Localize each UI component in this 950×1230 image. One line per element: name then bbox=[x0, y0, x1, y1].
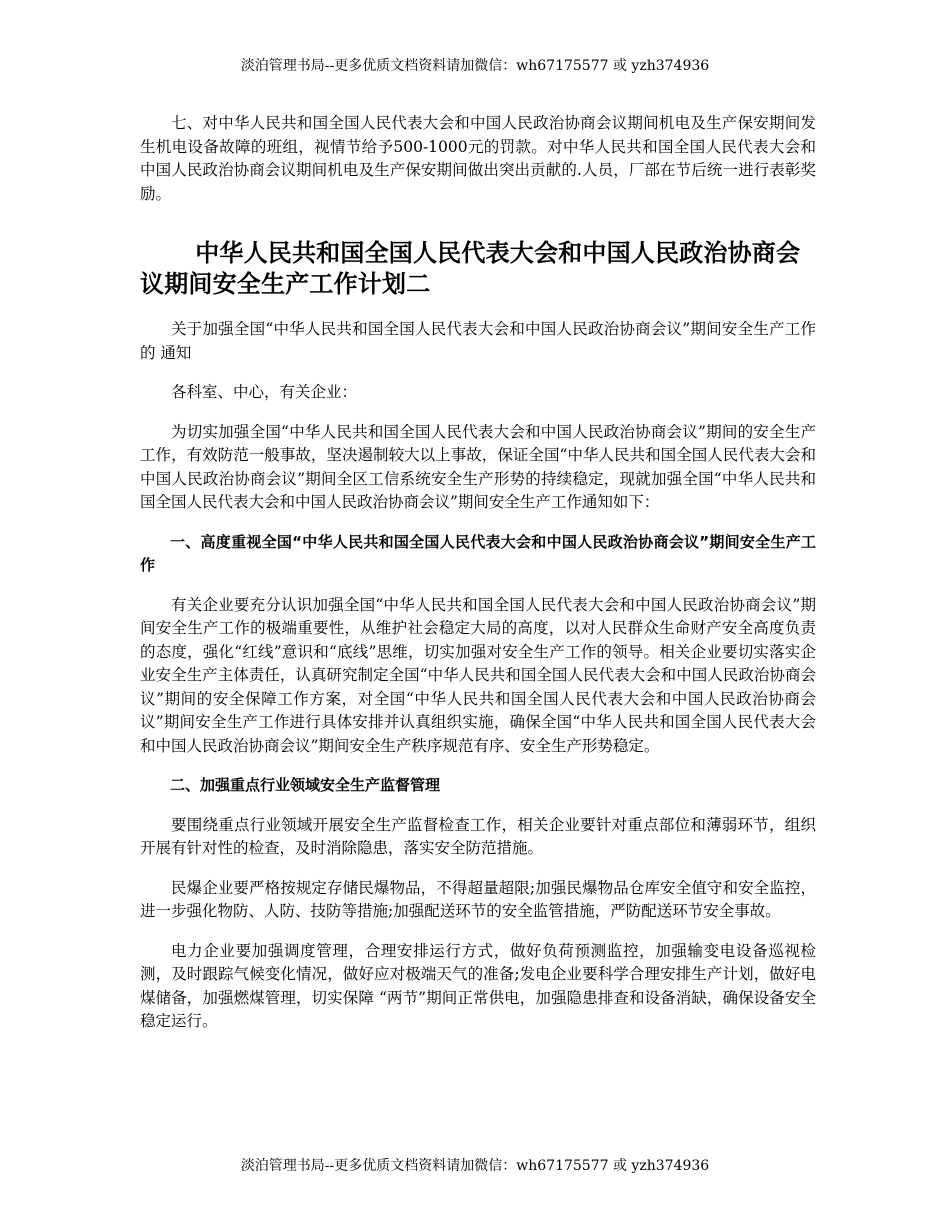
section-2-paragraph-3: 电力企业要加强调度管理，合理安排运行方式，做好负荷预测监控，加强输变电设备巡视检测，及时跟踪气候变化情况，做好应对极端天气的准备;发电企业要科学合理安排生产计划，做好电煤储备，加强燃煤管理，切实保障 “两节”期间正常供电，加强隐患排查和设备消缺，确保设备安全稳定运行。 bbox=[140, 941, 816, 1030]
document-title: 中华人民共和国全国人民代表大会和中国人民政治协商会议期间安全生产工作计划二 bbox=[140, 239, 801, 298]
page-footer: 淡泊管理书局--更多优质文档资料请加微信：wh67175577 或 yzh374936 bbox=[240, 1158, 710, 1174]
section-2-paragraph-2: 民爆企业要严格按规定存储民爆物品，不得超量超限;加强民爆物品仓库安全值守和安全监控，进一步强化物防、人防、技防等措施;加强配送环节的安全监管措施，严防配送环节安全事故。 bbox=[140, 878, 816, 920]
intro-item-7: 七、对中华人民共和国全国人民代表大会和中国人民政治协商会议期间机电及生产保安期间发生机电设备故障的班组，视情节给予500-1000元的罚款。对中华人民共和国全国人民代表大会和中国人民政治协商会议期间机电及生产保安期间做出突出贡献的.人员，厂部在节后统一进行表彰奖励。 bbox=[140, 114, 816, 203]
section-1-heading: 一、高度重视全国“中华人民共和国全国人民代表大会和中国人民政治协商会议”期间安全生产工作 bbox=[140, 532, 816, 574]
notice-title: 关于加强全国“中华人民共和国全国人民代表大会和中国人民政治协商会议”期间安全生产工作的 通知 bbox=[140, 320, 816, 362]
page-header: 淡泊管理书局--更多优质文档资料请加微信：wh67175577 或 yzh374936 bbox=[240, 58, 710, 74]
section-2-heading: 二、加强重点行业领域安全生产监督管理 bbox=[170, 776, 441, 794]
section-2-paragraph-1: 要围绕重点行业领域开展安全生产监督检查工作，相关企业要针对重点部位和薄弱环节，组织开展有针对性的检查，及时消除隐患，落实安全防范措施。 bbox=[140, 815, 816, 857]
section-1-body: 有关企业要充分认识加强全国“中华人民共和国全国人民代表大会和中国人民政治协商会议”期间安全生产工作的极端重要性，从维护社会稳定大局的高度，以对人民群众生命财产安全高度负责的态度，强化“红线”意识和“底线”思维，切实加强对安全生产工作的领导。相关企业要切实落实企业安全生产主体责任，认真研究制定全国“中华人民共和国全国人民代表大会和中国人民政治协商会议”期间的安全保障工作方案，对全国“中华人民共和国全国人民代表大会和中国人民政治协商会议”期间安全生产工作进行具体安排并认真组织实施，确保全国“中华人民共和国全国人民代表大会和中国人民政治协商会议”期间安全生产秩序规范有序、安全生产形势稳定。 bbox=[140, 595, 816, 755]
opening-paragraph: 为切实加强全国“中华人民共和国全国人民代表大会和中国人民政治协商会议”期间的安全生产工作，有效防范一般事故，坚决遏制较大以上事故，保证全国“中华人民共和国全国人民代表大会和中国人民政治协商会议”期间全区工信系统安全生产形势的持续稳定，现就加强全国“中华人民共和国全国人民代表大会和中国人民政治协商会议”期间安全生产工作通知如下： bbox=[140, 422, 816, 511]
salutation: 各科室、中心，有关企业： bbox=[171, 383, 358, 401]
document-body bbox=[140, 112, 816, 1034]
